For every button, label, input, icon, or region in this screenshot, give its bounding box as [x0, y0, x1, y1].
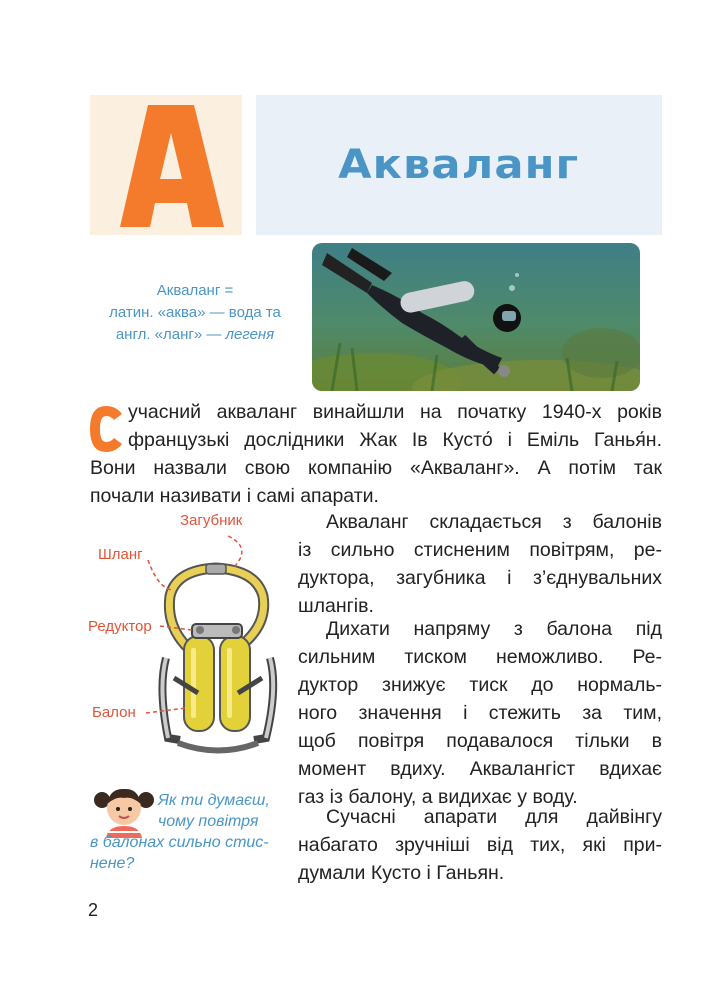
- paragraph-components: [298, 508, 662, 620]
- paragraph-regulator: [298, 615, 662, 811]
- page-number: 2: [88, 900, 99, 920]
- text-line: учасний акваланг винайшли на початку 1940-х років: [128, 401, 662, 423]
- text-line: газ із балону, а видихає у воду.: [298, 786, 578, 808]
- etymology-line: Акваланг =: [156, 282, 234, 299]
- title-banner: [256, 95, 662, 235]
- text-line: думали Кусто і Ганьян.: [298, 862, 505, 884]
- page-title: Акваланг: [338, 142, 580, 188]
- label-mouthpiece: Загубник: [180, 512, 243, 529]
- text-line: момент вдиху. Аквалангіст вдихає: [298, 758, 662, 780]
- etymology-italic: легеня: [225, 326, 275, 343]
- etymology-line: [90, 324, 300, 346]
- text-line: щоб повітря подавалося тільки в: [298, 730, 662, 752]
- text-line: Вони назвали свою компанію «Акваланг». А потім так: [90, 457, 662, 479]
- text-line: дуктор знижує тиск до нормаль-: [298, 674, 662, 696]
- text-line: французькі дослідники Жак Ів Кусто́ і Еміль Ганья́н.: [128, 429, 662, 451]
- text-line: набагато зручніші від тих, які при-: [298, 834, 662, 856]
- question-line: Як ти думаєш,: [158, 792, 270, 809]
- diver-photo: [312, 243, 640, 391]
- paragraph-modern: [298, 803, 662, 887]
- text-line: Сучасні апарати для дайвінгу: [326, 806, 662, 828]
- text-line: дуктора, загубника і з’єднувальних: [298, 567, 662, 589]
- label-cylinder: Балон: [92, 704, 136, 721]
- text-line: шлангів.: [298, 595, 374, 617]
- question-line: чому повітря: [158, 813, 259, 830]
- label-regulator: Редуктор: [88, 618, 152, 635]
- question-callout: [90, 790, 290, 874]
- scuba-diagram: [88, 508, 293, 768]
- question-line: нене?: [90, 855, 135, 872]
- letter-a-graphic: [90, 95, 242, 235]
- text-line: ного значення і стежить за тим,: [298, 702, 662, 724]
- letter-badge: [90, 95, 242, 235]
- label-hose: Шланг: [98, 546, 143, 563]
- paragraph-intro: [90, 398, 662, 510]
- etymology-note: [90, 280, 300, 346]
- text-line: Акваланг складається з балонів: [326, 511, 662, 533]
- text-line: із сильно стисненим повітрям, ре-: [298, 539, 662, 561]
- etymology-text: англ. «ланг» —: [115, 326, 226, 343]
- text-line: Дихати напряму з балона під: [326, 618, 662, 640]
- etymology-line: латин. «аква» — вода та: [109, 304, 281, 321]
- text-line: почали називати і самі апарати.: [90, 485, 379, 507]
- question-line: в балонах сильно стис-: [90, 834, 269, 851]
- text-line: сильним тиском неможливо. Ре-: [298, 646, 662, 668]
